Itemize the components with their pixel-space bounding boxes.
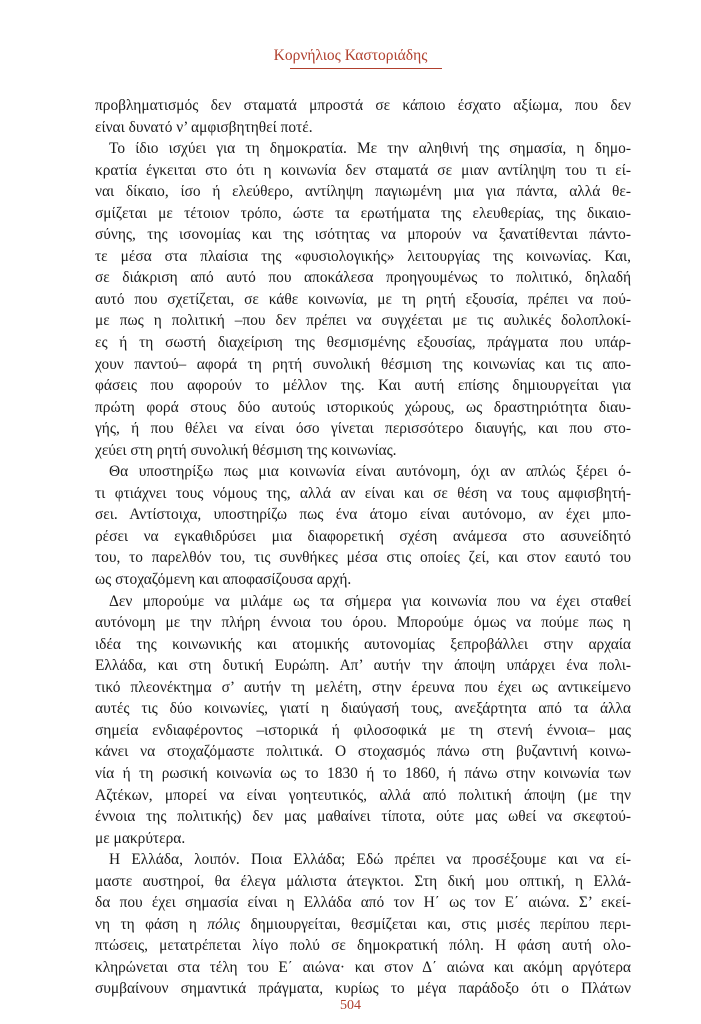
text-line: Δεν μπορούμε να μιλάμε ως τα σήμερα για κοινωνία που να έχει σταθεί	[109, 592, 631, 610]
text-line: ρέσει να εγκαθιδρύσει μια διαφορετική σχέση ανάμεσα στο ασυνείδητό	[95, 527, 631, 545]
emphasized-term: πόλις	[207, 915, 241, 933]
text-line: τε μέσα στα πλαίσια της «φυσιολογικής» λειτουργίας της κοινωνίας. Και,	[95, 247, 631, 265]
text-line: αυτό που σχετίζεται, σε κάθε κοινωνία, με τη ρητή εξουσία, πρέπει να πού-	[95, 290, 631, 308]
text-line: ιδέα της κοινωνικής και ατομικής αυτονομίας ξεπροβάλλει στην αρχαία	[95, 635, 631, 653]
text-line: γής, ή που θέλει να είναι όσο γίνεται περισσότερο διαυγής, και που στο-	[95, 420, 631, 438]
text-line: ες ή τη σωστή διαχείριση της θεσμισμένης εξουσίας, πράγματα που υπάρ-	[95, 334, 631, 352]
text-line: Θα υποστηρίξω πως μια κοινωνία είναι αυτόνομη, όχι αν απλώς ξέρει ό-	[109, 463, 631, 481]
text-line: σε διάκριση από αυτό που αποκάλεσα προηγουμένως το πολιτικό, δηλαδή	[95, 269, 631, 287]
text-line: σμίζεται με τέτοιον τρόπο, ώστε τα ερωτήματα της ελευθερίας, της δικαιο-	[95, 204, 631, 222]
text-line: Το ίδιο ισχύει για τη δημοκρατία. Με την αληθινή της σημασία, η δημο-	[109, 140, 631, 158]
text-line: μαστε αυστηροί, θα έλεγα μάλιστα άτεγκτοι. Στη δική μου οπτική, η Ελλά-	[95, 872, 631, 890]
text-line: έννοια της πολιτικής) δεν μας μαθαίνει τίποτα, ούτε μας ωθεί να σκεφτού-	[95, 808, 631, 826]
text-line: με πως η πολιτική –που δεν πρέπει να συγχέεται με τις αυλικές δολοπλοκί-	[95, 312, 631, 330]
text-line: τικό πλεονέκτημα σ’ αυτήν τη μελέτη, στην έρευνα που έχει ως αντικείμενο	[95, 678, 631, 696]
text-line: ναι δίκαιο, ίσο ή ελεύθερο, αντίληψη παγιωμένη μια για πάντα, αλλά θε-	[95, 183, 631, 201]
text-line: ως στοχαζόμενη και αποφασίζουσα αρχή.	[95, 571, 352, 589]
text-line: σει. Αντίστοιχα, υποστηρίζω πως ένα άτομο είναι αυτόνομο, αν έχει μπο-	[95, 506, 631, 524]
page-number: 504	[340, 998, 361, 1013]
text-line: κληρώνεται στα τέλη του Ε΄ αιώνα· και στον Δ΄ αιώνα και ακόμη αργότερα	[95, 958, 631, 976]
text-line: φάσεις που αφορούν το μέλλον της. Και αυτή επίσης δημιουργείται για	[95, 377, 631, 395]
text-line: προβληματισμός δεν σταματά μπροστά σε κάποιο έσχατο αξίωμα, που δεν	[95, 97, 631, 114]
text-line: με μακρύτερα.	[95, 829, 186, 847]
text-line: χεύει στη ρητή συνολική θέσμιση της κοινωνίας.	[95, 441, 397, 459]
text-line: του, το παρελθόν του, τις συνθήκες μέσα στις οποίες ζεί, και στον εαυτό του	[95, 549, 631, 567]
text-line: πρώτη φορά στους δύο αυτούς ιστορικούς χώρους, ως δραστηριότητα διαυ-	[95, 398, 631, 416]
paragraph	[95, 138, 631, 461]
paragraph	[95, 591, 631, 850]
text-line: κάνει να στοχαζόμαστε πολιτικά. Ο στοχασμός πάνω στη βυζαντινή κοινω-	[95, 743, 631, 761]
text-line: Αζτέκων, μπορεί να είναι γοητευτικός, αλλά από πολιτική άποψη (με την	[95, 786, 631, 804]
paragraph	[95, 95, 631, 138]
text-line: νία ή τη ρωσική κοινωνία ως το 1830 ή το 1860, ή πάνω στην κοινωνία των	[95, 764, 631, 782]
paragraph	[95, 849, 631, 1000]
text-line: νη τη φάση η πόλις δημιουργείται, θεσμίζεται και, στις μισές περίπου περι-	[95, 915, 631, 933]
text-line: σημεία ενδιαφέροντος –ιστορικά ή φιλοσοφικά με τη στενή έννοια– μας	[95, 721, 631, 739]
text-line: Ελλάδα, και στη δυτική Ευρώπη. Απ’ αυτήν την άποψη υπάρχει ένα πολι-	[95, 657, 631, 675]
running-header-rule	[290, 68, 442, 69]
page-body	[95, 95, 631, 1000]
paragraph	[95, 461, 631, 590]
text-line: αυτές τις δύο κοινωνίες, γιατί η διαύγασή τους, ανεξάρτητα από τα άλλα	[95, 700, 631, 718]
text-line: αυτόνομη με την πλήρη έννοια του όρου. Μπορούμε όμως να πούμε πως η	[95, 614, 631, 632]
text-line: συμβαίνουν σημαντικά πράγματα, κυρίως το μέγα παράδοξο ότι ο Πλάτων	[95, 980, 631, 998]
text-line: είναι δυνατό ν’ αμφισβητηθεί ποτέ.	[95, 118, 313, 136]
text-line: χουν παντού– αφορά τη ρητή συνολική θέσμιση της κοινωνίας και τις απο-	[95, 355, 631, 373]
text-line: Η Ελλάδα, λοιπόν. Ποια Ελλάδα; Εδώ πρέπει να προσέξουμε και να εί-	[109, 851, 631, 869]
text-line: κρατία έγκειται στο ότι η κοινωνία δεν σταματά σε μιαν αντίληψη του τι εί-	[95, 161, 631, 179]
running-header: Κορνήλιος Καστοριάδης	[273, 47, 428, 64]
text-line: πτώσεις, μετατρέπεται λίγο πολύ σε δημοκρατική πόλη. Η φάση αυτή ολο-	[95, 937, 631, 955]
text-line: δα που έχει σημασία είναι η Ελλάδα από τον Η΄ ως τον Ε΄ αιώνα. Σ’ εκεί-	[95, 894, 631, 912]
text-line: σύνης, της ισονομίας και της ισότητας να μπορούν να ξανατίθενται πάντο-	[95, 226, 631, 244]
text-line: τι φτιάχνει τους νόμους της, αλλά αν είναι και σε θέση να τους αμφισβητή-	[95, 484, 631, 502]
